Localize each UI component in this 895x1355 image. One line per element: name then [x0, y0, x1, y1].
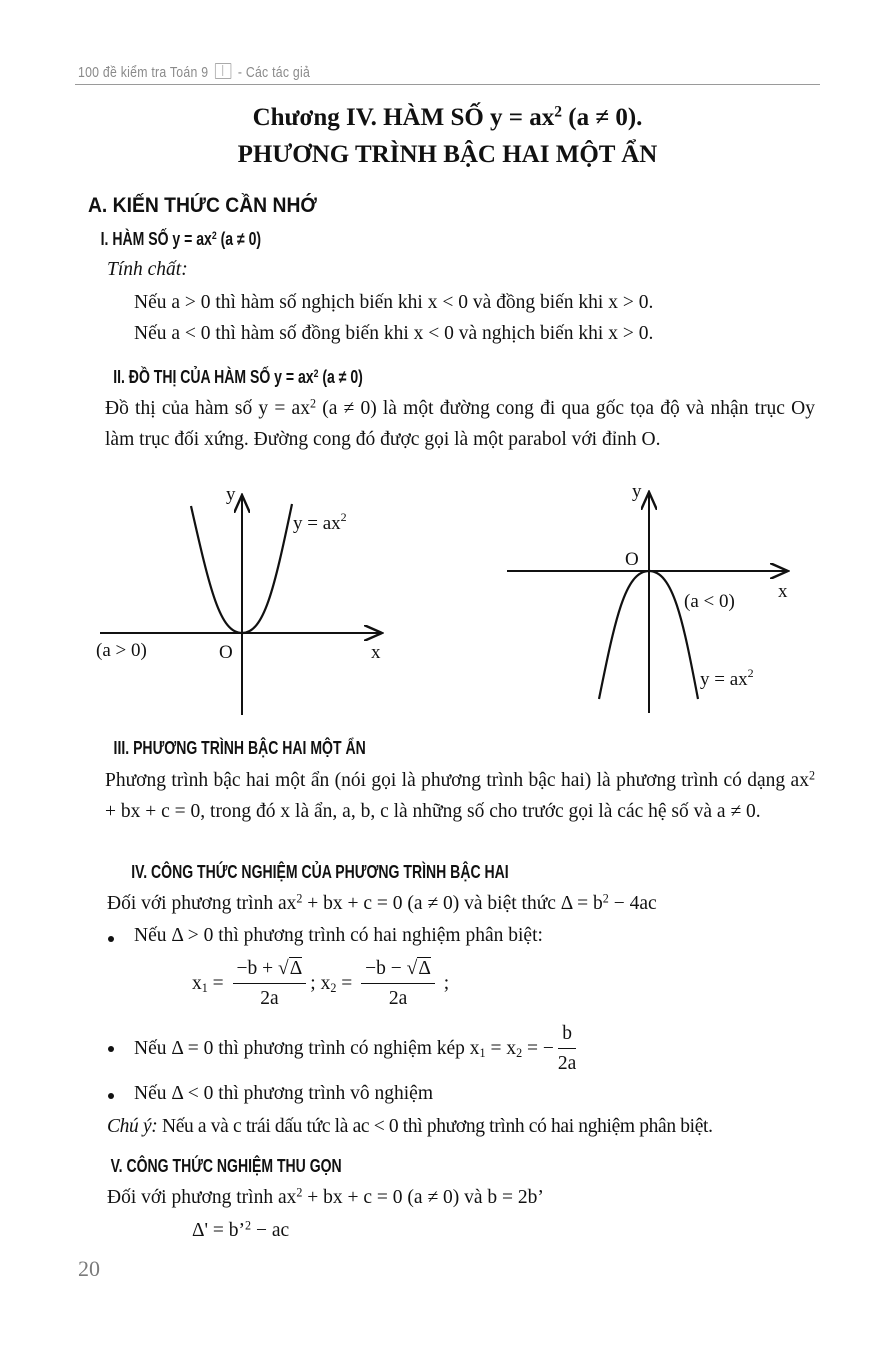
- header-separator: -: [237, 64, 243, 81]
- section-2-paragraph: Đồ thị của hàm số $y = ax^2$ (a ≠ 0) là một đường cong đi qua gốc tọa độ và nhận trục Oy làm trục đối xứng. Đường cong đó được gọi là một parabol với đỉnh O.: [105, 396, 815, 450]
- chapter-title-line1: Chương IV. HÀM SỐ $y = ax^2$ (a ≠ 0).: [252, 103, 643, 131]
- x2-fraction: $\frac{-b - √\Delta}{2a}$: [361, 955, 435, 1014]
- section-3-paragraph: Phương trình bậc hai một ẩn (nói gọi là phương trình bậc hai) là phương trình có dạng $ax^2$ + bx + c = 0, trong đó x là ẩn, a, b, c là những số cho trước gọi là các hệ số và a ≠ 0.: [105, 768, 815, 822]
- case-positive-delta: Nếu Δ > 0 thì phương trình có hai nghiệm phân biệt:: [134, 925, 543, 946]
- property-line: Nếu a < 0 thì hàm số đồng biến khi x < 0 và nghịch biến khi x > 0.: [134, 323, 654, 344]
- x1-label: $x_1$: [192, 972, 208, 995]
- note-label: Chú ý:: [107, 1116, 158, 1137]
- x2-label: $x_2$: [320, 972, 337, 995]
- x1-fraction: $\frac{-b + √\Delta}{2a}$: [233, 955, 307, 1014]
- parabol-graph-a-negative: [490, 470, 810, 720]
- y-axis-label: y: [632, 481, 642, 502]
- curve-label: $y = ax^2$: [700, 666, 754, 690]
- book-title: 100 đề kiểm tra Toán 9: [78, 64, 209, 81]
- note: Chú ý: Nếu a và c trái dấu tức là ac < 0 thì phương trình có hai nghiệm phân biệt.: [107, 1116, 713, 1137]
- case-negative-delta: Nếu Δ < 0 thì phương trình vô nghiệm: [134, 1083, 433, 1104]
- running-header: [78, 63, 310, 81]
- origin-label: O: [219, 642, 233, 663]
- bullet-icon: [108, 1093, 114, 1099]
- x-axis-label: x: [371, 642, 381, 663]
- chapter-title-line2: PHƯƠNG TRÌNH BẬC HAI MỘT ẨN: [237, 141, 658, 168]
- double-root-fraction: $\frac{b}{2a}$: [558, 1020, 576, 1079]
- parabol-graph-a-positive: [80, 480, 400, 720]
- section-5-heading: V. CÔNG THỨC NGHIỆM THU GỌN: [110, 1156, 342, 1176]
- roots-formula: $x_1$ = $\frac{-b + √\Delta}{2a}$ ; $x_2$ = $\frac{-b - √\Delta}{2a}$ ;: [192, 955, 449, 1014]
- book-icon: [215, 63, 231, 79]
- y-axis-label: y: [226, 484, 236, 505]
- section-a-heading: A. KIẾN THỨC CẦN NHỚ: [87, 194, 317, 217]
- condition-label: (a > 0): [96, 640, 147, 661]
- section-1-heading: I. HÀM SỐ $y = ax^2$ (a ≠ 0): [100, 229, 262, 249]
- section-2-heading: II. ĐỒ THỊ CỦA HÀM SỐ $y = ax^2$ (a ≠ 0): [113, 367, 363, 387]
- book-authors: Các tác giả: [245, 64, 311, 81]
- case-zero-delta: Nếu Δ = 0 thì phương trình có nghiệm kép $x_1 = x_2$ = − $\frac{b}{2a}$: [134, 1020, 580, 1079]
- property-label: Tính chất:: [107, 259, 188, 280]
- reduced-formula-intro: Đối với phương trình $ax^2$ + bx + c = 0 (a ≠ 0) và b = 2b’: [107, 1185, 544, 1208]
- x-axis-label: x: [778, 581, 788, 602]
- bullet-icon: [108, 936, 114, 942]
- curve-label: $y = ax^2$: [293, 510, 347, 534]
- section-4-heading: IV. CÔNG THỨC NGHIỆM CỦA PHƯƠNG TRÌNH BẬC HAI: [131, 862, 509, 882]
- discriminant-intro: Đối với phương trình $ax^2$ + bx + c = 0 (a ≠ 0) và biệt thức $\Delta = b^2 - 4ac$: [107, 891, 657, 914]
- page-number: 20: [78, 1256, 100, 1281]
- header-divider: [75, 84, 820, 85]
- reduced-discriminant: Δ' = b’$^2$ − ac: [192, 1218, 290, 1241]
- origin-label: O: [625, 549, 639, 570]
- condition-label: (a < 0): [684, 591, 735, 612]
- bullet-icon: [108, 1046, 114, 1052]
- property-line: Nếu a > 0 thì hàm số nghịch biến khi x < 0 và đồng biến khi x > 0.: [134, 292, 654, 313]
- section-3-heading: III. PHƯƠNG TRÌNH BẬC HAI MỘT ẨN: [113, 738, 366, 758]
